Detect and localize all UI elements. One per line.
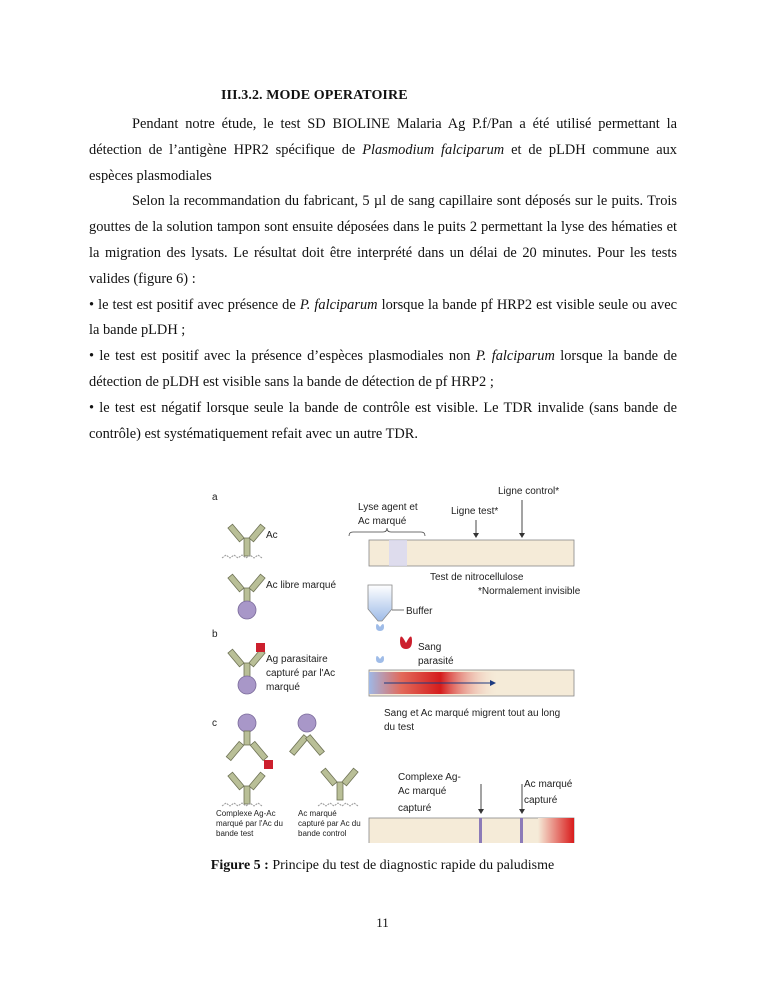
label-cc-2: marqué par l'Ac du (216, 819, 283, 828)
sandwich-complex-icon (222, 714, 273, 806)
control-complex-icon (290, 714, 358, 806)
bullet-2-text-b: lorsque la bande de détection de pLDH est visible sans la bande de détection de pf HRP2 ; (89, 348, 677, 390)
label-nitrocellulose: Test de nitrocellulose (430, 572, 524, 583)
label-acm-1: Ac marqué (524, 779, 573, 790)
label-ag-2: capturé par l'Ac (266, 668, 336, 679)
label-complexe-1: Complexe Ag- (398, 772, 461, 783)
label-lyse-2: Ac marqué (358, 516, 407, 527)
antibody-icon (222, 524, 265, 558)
label-complexe-2: Ac marqué (398, 786, 447, 797)
label-ac-ctrl-1: Ac marqué (298, 809, 337, 818)
caption-label: Figure 5 : (210, 858, 269, 873)
figure-caption (0, 858, 765, 874)
label-ligne-control: Ligne control* (498, 486, 560, 497)
label-ligne-test: Ligne test* (451, 506, 499, 517)
label-ac-ctrl-3: bande control (298, 829, 347, 838)
label-sang-1: Sang (418, 642, 442, 653)
label-migrent-1: Sang et Ac marqué migrent tout au long (384, 708, 561, 719)
label-cc-3: bande test (216, 829, 254, 838)
label-ac: Ac (266, 530, 278, 541)
panel-label-b: b (212, 629, 218, 640)
blood-drop-icon (400, 636, 412, 649)
bullet-2-text-a: • le test est positif avec la présence d’espèces plasmodiales non (89, 348, 476, 365)
bullet-3: • le test est négatif lorsque seule la bande de contrôle est visible. Le TDR invalide (sans bande de contrôle) est systématiquement refait avec un autre TDR. (89, 399, 677, 442)
label-invisible: *Normalement invisible (478, 586, 581, 597)
paragraph-1-text-a: Pendant notre étude, le test SD BIOLINE Malaria Ag P.f/Pan a été utilisé permettant la détection de l’antigène HPR2 spécifique de (89, 116, 677, 158)
page-number: 11 (376, 915, 389, 930)
label-migrent-2: du test (384, 722, 415, 733)
label-ac-libre: Ac libre marqué (266, 580, 337, 591)
captured-antigen-icon (228, 643, 265, 694)
body-text (89, 112, 677, 447)
labeled-antibody-icon (228, 574, 265, 619)
label-ac-ctrl-2: capturé par Ac du (298, 819, 361, 828)
label-complexe-3: capturé (398, 803, 432, 814)
buffer-dropper-icon (368, 585, 392, 663)
label-lyse-1: Lyse agent et (358, 502, 418, 513)
paragraph-1 (89, 112, 677, 189)
section-heading: III.3.2. MODE OPERATOIRE (221, 88, 408, 103)
species-name: Plasmodium falciparum (362, 141, 505, 158)
rdt-principle-figure (208, 478, 598, 843)
label-sang-2: parasité (418, 656, 454, 667)
panel-label-c: c (212, 718, 217, 729)
control-band (520, 818, 523, 843)
label-buffer: Buffer (406, 606, 433, 617)
bullet-1-text-a: • le test est positif avec présence de (89, 296, 300, 313)
bullet-2 (89, 344, 677, 396)
bullet-1-text-b: lorsque la bande pf HRP2 est visible seule ou avec la bande pLDH ; (89, 296, 677, 339)
paragraph-1-text-b: et de pLDH commune aux espèces plasmodiales (89, 141, 677, 184)
caption-text: Principe du test de diagnostic rapide du paludisme (268, 858, 555, 873)
bullet-2-species: P. falciparum (475, 348, 555, 365)
conjugate-pad (389, 540, 407, 566)
label-ag-1: Ag parasitaire (266, 654, 328, 665)
panel-label-a: a (212, 492, 218, 503)
label-cc-1: Complexe Ag-Ac (216, 809, 276, 818)
label-ag-3: marqué (266, 682, 300, 693)
bullet-1 (89, 293, 677, 345)
paragraph-2: Selon la recommandation du fabricant, 5 µl de sang capillaire sont déposés sur le puits. Trois gouttes de la solution tampon sont ensuite déposées dans le puits 2 permettant la lyse des hématies et la migration des lysats. Le résultat doit être interprété dans un délai de 20 minutes. Pour les tests valides (figure 6) : (89, 193, 677, 287)
test-band (479, 818, 482, 843)
absorbent-pad (538, 818, 574, 843)
label-acm-2: capturé (524, 795, 558, 806)
bullet-1-species: P. falciparum (299, 296, 378, 313)
